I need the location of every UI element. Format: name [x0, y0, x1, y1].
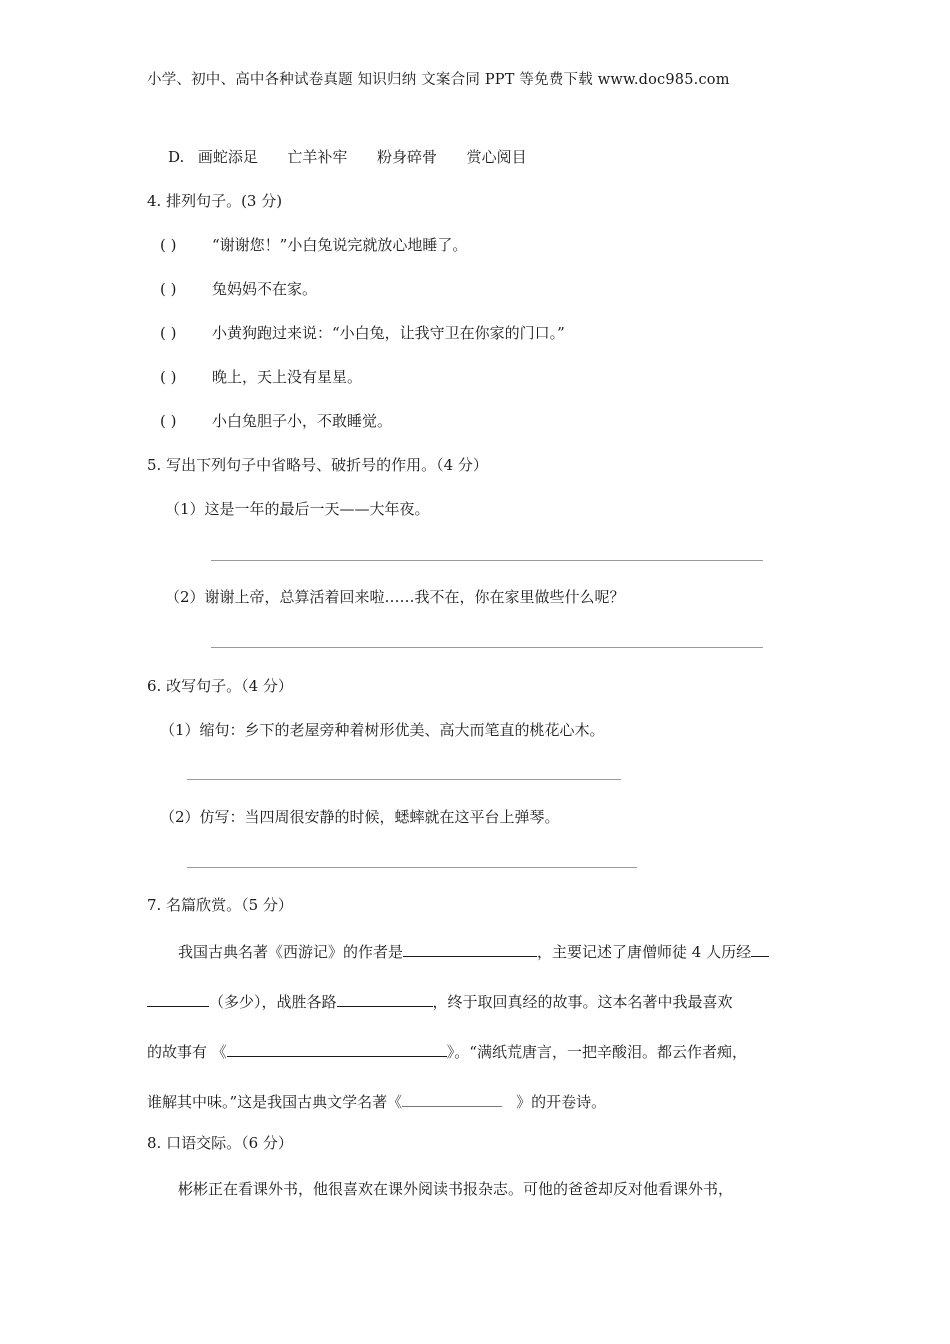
option-word: 画蛇添足 [197, 148, 258, 166]
option-label: D. [168, 148, 185, 166]
option-word: 亡羊补牢 [287, 148, 348, 166]
fill-blank-enemies[interactable] [337, 990, 433, 1007]
q8-title: 8. 口语交际。（6 分） [147, 1134, 293, 1152]
list-item: ( ) “谢谢您！”小白兔说完就放心地睡了。 [160, 236, 468, 254]
answer-blank[interactable]: ( ) [160, 236, 177, 254]
option-word: 赏心阅目 [466, 148, 527, 166]
answer-blank[interactable]: ( ) [160, 324, 177, 342]
q7-line-3: 的故事有 《 》。“满纸荒唐言，一把辛酸泪。都云作者痴， [147, 1040, 747, 1062]
answer-line[interactable] [187, 779, 621, 780]
answer-blank[interactable]: ( ) [160, 412, 177, 430]
q5-item-1: （1）这是一年的最后一天——大年夜。 [165, 500, 430, 518]
fill-blank-story[interactable] [227, 1040, 447, 1057]
fill-blank-count-start[interactable] [751, 940, 769, 957]
option-word: 粉身碎骨 [376, 148, 437, 166]
fill-blank-book[interactable] [402, 1090, 502, 1107]
q6-title: 6. 改写句子。（4 分） [147, 677, 293, 695]
answer-blank[interactable]: ( ) [160, 280, 177, 298]
answer-line[interactable] [211, 647, 763, 648]
list-item: ( ) 小白兔胆子小，不敢睡觉。 [160, 412, 393, 430]
q6-item-2: （2）仿写：当四周很安静的时候，蟋蟀就在这平台上弹琴。 [160, 808, 560, 826]
q7-line-1: 我国古典名著《西游记》的作者是 ，主要记述了唐僧师徒 4 人历经 [178, 940, 769, 962]
answer-line[interactable] [211, 560, 763, 561]
list-item: ( ) 兔妈妈不在家。 [160, 280, 318, 298]
answer-line[interactable] [187, 867, 637, 868]
q7-line-4: 谁解其中味。”这是我国古典文学名著《 》的开卷诗。 [147, 1090, 606, 1112]
q7-line-2: （多少），战胜各路 ，终于取回真经的故事。这本名著中我最喜欢 [147, 990, 733, 1012]
q7-title: 7. 名篇欣赏。（5 分） [147, 896, 293, 914]
q5-title: 5. 写出下列句子中省略号、破折号的作用。（4 分） [147, 456, 488, 474]
answer-blank[interactable]: ( ) [160, 368, 177, 386]
fill-blank-author[interactable] [403, 940, 537, 957]
list-item: ( ) 小黄狗跑过来说：“小白兔，让我守卫在你家的门口。” [160, 324, 565, 342]
q4-title: 4. 排列句子。(3 分) [147, 192, 283, 210]
q8-paragraph: 彬彬正在看课外书，他很喜欢在课外阅读书报杂志。可他的爸爸却反对他看课外书， [178, 1180, 734, 1198]
list-item: ( ) 晚上，天上没有星星。 [160, 368, 363, 386]
q5-item-2: （2）谢谢上帝，总算活着回来啦……我不在，你在家里做些什么呢？ [165, 588, 625, 606]
q3-option-d [168, 147, 527, 167]
page-header: 小学、初中、高中各种试卷真题 知识归纳 文案合同 PPT 等免费下载 www.doc985.com [147, 72, 730, 88]
q6-item-1: （1）缩句：乡下的老屋旁种着树形优美、高大而笔直的桃花心木。 [160, 721, 605, 739]
fill-blank-count[interactable] [147, 990, 209, 1007]
